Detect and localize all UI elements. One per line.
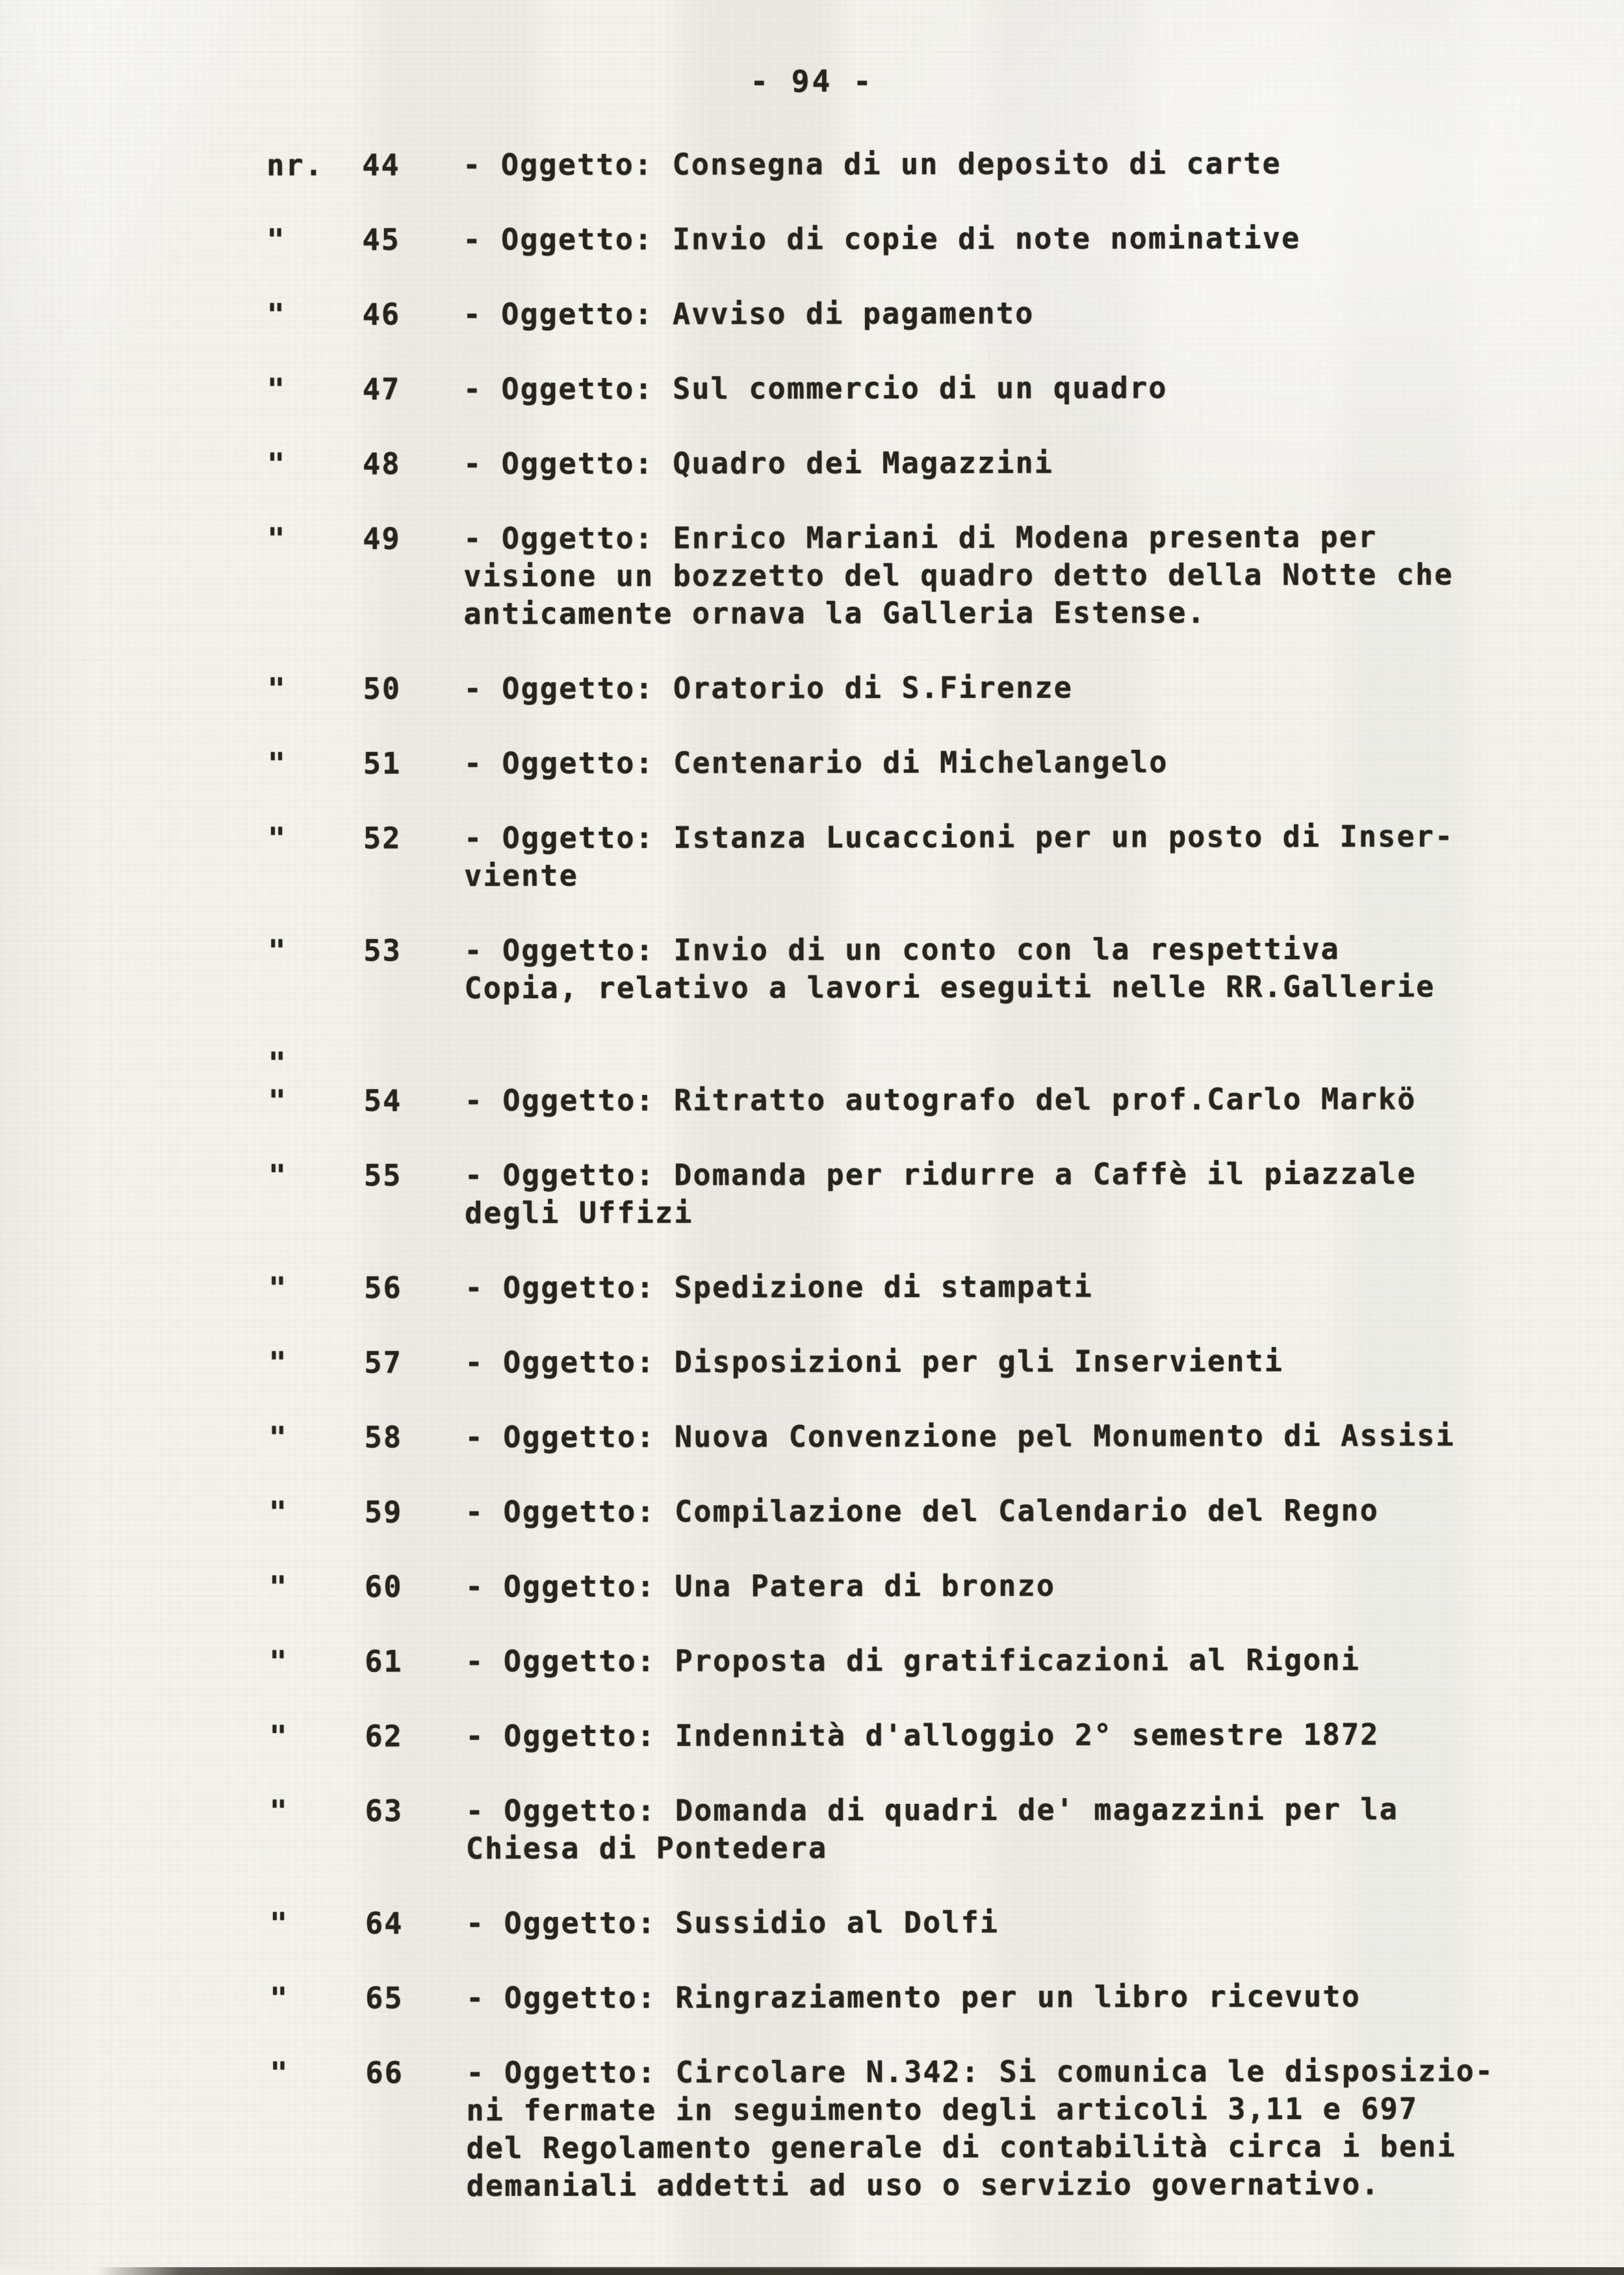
- item-number: 50: [363, 671, 402, 706]
- item-marker: ": [268, 1083, 288, 1118]
- item-line: - Oggetto: Nuova Convenzione pel Monumento di Assisi: [465, 1418, 1455, 1455]
- item-text: [463, 144, 1583, 184]
- item-line: - Oggetto: Spedizione di stampati: [465, 1269, 1093, 1305]
- item-line: Copia, relativo a lavori eseguiti nelle RR.Gallerie: [464, 969, 1436, 1006]
- item-line: - Oggetto: Consegna di un deposito di carte: [463, 146, 1282, 183]
- item-line: - Oggetto: Sul commercio di un quadro: [463, 370, 1168, 407]
- item-line: - Oggetto: Sussidio al Dolfi: [465, 1905, 999, 1941]
- list-item: [270, 1977, 1586, 2018]
- item-line: anticamente ornava la Galleria Estense.: [463, 595, 1206, 632]
- item-line: ni fermate in seguimento degli articoli 3,11 e 697: [466, 2091, 1419, 2128]
- item-text: [466, 1977, 1586, 2017]
- item-number: 62: [365, 1719, 404, 1754]
- item-line: - Oggetto: Centenario di Michelangelo: [463, 745, 1168, 781]
- item-number: 48: [362, 446, 401, 482]
- item-marker: ": [266, 222, 286, 257]
- list-item: [268, 817, 1584, 895]
- item-text: [465, 1566, 1586, 1606]
- item-text: [465, 1267, 1585, 1307]
- item-number: 65: [365, 1981, 404, 2016]
- item-marker: ": [266, 372, 287, 407]
- item-marker: ": [266, 297, 286, 332]
- list-item: [269, 1566, 1586, 1606]
- item-line: - Oggetto: Una Patera di bronzo: [465, 1568, 1056, 1604]
- scan-bottom-edge: [0, 2267, 1624, 2275]
- item-marker: ": [268, 1158, 288, 1193]
- item-line: - Oggetto: Avviso di pagamento: [463, 296, 1035, 332]
- item-text: [463, 368, 1584, 408]
- item-line: - Oggetto: Invio di un conto con la respettiva: [464, 931, 1340, 968]
- item-line: - Oggetto: Circolare N.342: Si comunica le disposizio-: [466, 2053, 1495, 2090]
- item-marker: ": [267, 821, 287, 856]
- list-item: [269, 1417, 1586, 1457]
- list-item: [267, 518, 1584, 634]
- item-line: - Oggetto: Quadro dei Magazzini: [463, 445, 1054, 482]
- item-number: 51: [363, 746, 402, 781]
- list-item: [269, 1641, 1586, 1681]
- item-number: 44: [362, 148, 400, 183]
- item-line: - Oggetto: Compilazione del Calendario del Regno: [465, 1493, 1379, 1530]
- list-item: [268, 1342, 1585, 1382]
- item-marker: ": [268, 1495, 289, 1530]
- list-item: [267, 294, 1584, 334]
- item-text: [465, 1716, 1586, 1755]
- item-text: [464, 930, 1584, 1007]
- item-line: degli Uffizi: [465, 1195, 693, 1231]
- item-marker: ": [268, 1046, 287, 1081]
- item-number: 52: [363, 821, 402, 856]
- item-number: 59: [364, 1495, 403, 1530]
- item-text: [466, 2052, 1586, 2205]
- item-marker: nr.: [266, 148, 324, 183]
- item-line: - Oggetto: Oratorio di S.Firenze: [463, 670, 1074, 706]
- item-text: [465, 1641, 1586, 1680]
- item-number: 66: [365, 2055, 404, 2090]
- item-marker: ": [269, 1793, 289, 1829]
- item-line: - Oggetto: Ringraziamento per un libro ricevuto: [466, 1979, 1361, 2016]
- item-line: del Regolamento generale di contabilità circa i beni: [466, 2129, 1456, 2166]
- list-item: [268, 1155, 1585, 1233]
- item-marker: ": [268, 933, 287, 968]
- item-text: [465, 1417, 1586, 1456]
- item-line: viente: [464, 858, 578, 893]
- item-number: 53: [363, 933, 402, 968]
- item-number: 46: [362, 297, 401, 332]
- item-number: 63: [365, 1793, 404, 1829]
- item-line: - Oggetto: Istanza Lucaccioni per un posto di Inser-: [463, 819, 1454, 856]
- item-number: 58: [364, 1420, 403, 1455]
- list-item: [270, 1790, 1586, 1868]
- list-item: [268, 1080, 1585, 1120]
- item-text: [465, 1155, 1585, 1232]
- item-number: 60: [365, 1569, 403, 1604]
- item-number: 47: [362, 372, 401, 407]
- list-item: [270, 1903, 1586, 1943]
- item-number: 55: [363, 1158, 402, 1193]
- item-line: - Oggetto: Indennità d'alloggio 2° semestre 1872: [465, 1717, 1380, 1754]
- item-marker: ": [270, 1981, 289, 2016]
- item-marker: ": [269, 1569, 289, 1604]
- list-item: [268, 1042, 1585, 1083]
- item-marker: ": [268, 1345, 288, 1380]
- item-text: [463, 219, 1583, 259]
- list-item: [267, 443, 1584, 483]
- item-number: 61: [365, 1644, 403, 1679]
- item-marker: ": [269, 1644, 289, 1679]
- item-marker: ": [269, 1719, 289, 1754]
- item-marker: ": [268, 1270, 288, 1305]
- item-line: - Oggetto: Invio di copie di note nominative: [463, 220, 1301, 257]
- item-line: visione un bozzetto del quadro detto della Notte che: [463, 557, 1454, 594]
- item-number: 54: [363, 1083, 402, 1118]
- item-line: Chiesa di Pontedera: [465, 1831, 828, 1866]
- list-item: [269, 1716, 1586, 1756]
- item-number: 49: [363, 521, 401, 556]
- item-line: - Oggetto: Ritratto autografo del prof.Carlo Markö: [464, 1081, 1417, 1118]
- item-line: demaniali addetti ad uso o servizio governativo.: [466, 2166, 1380, 2204]
- list-item: [268, 668, 1584, 708]
- item-line: - Oggetto: Domanda di quadri de' magazzini per la: [465, 1792, 1399, 1829]
- item-marker: ": [266, 446, 287, 482]
- list-item: [270, 2052, 1586, 2205]
- item-line: - Oggetto: Domanda per ridurre a Caffè il piazzale: [464, 1156, 1417, 1193]
- list-item: [266, 219, 1583, 259]
- item-text: [465, 1491, 1586, 1531]
- item-text: [463, 518, 1584, 633]
- item-text: [463, 443, 1584, 483]
- item-marker: ": [267, 521, 287, 556]
- scan-corner-notch: [0, 2266, 97, 2275]
- item-text: [465, 1080, 1585, 1120]
- item-text: [464, 817, 1584, 895]
- item-line: - Oggetto: Proposta di gratificazioni al Rigoni: [465, 1642, 1361, 1679]
- list-item: [269, 1491, 1586, 1532]
- item-number: 57: [364, 1345, 403, 1380]
- list-item: [266, 144, 1583, 185]
- item-number: 45: [362, 222, 401, 257]
- item-marker: ": [268, 1420, 288, 1455]
- item-text: [464, 743, 1584, 782]
- item-text: [465, 1342, 1585, 1382]
- item-text: [465, 1042, 1585, 1044]
- item-line: - Oggetto: Disposizioni per gli Inservienti: [465, 1344, 1284, 1380]
- item-marker: ": [269, 1906, 289, 1941]
- list-item: [267, 368, 1584, 409]
- list-item: [268, 1267, 1585, 1307]
- list-item: [268, 930, 1584, 1008]
- register-item-list: [266, 144, 1587, 2243]
- item-text: [466, 1790, 1586, 1868]
- list-item: [268, 743, 1584, 783]
- item-line: - Oggetto: Enrico Mariani di Modena presenta per: [463, 519, 1378, 556]
- item-text: [463, 294, 1584, 333]
- item-text: [464, 668, 1584, 708]
- item-marker: ": [267, 671, 287, 706]
- item-text: [466, 1903, 1586, 1942]
- item-marker: ": [267, 746, 287, 781]
- item-number: 64: [365, 1906, 404, 1941]
- item-number: 56: [364, 1270, 402, 1305]
- item-marker: ": [270, 2055, 289, 2090]
- page-number: - 94 -: [750, 64, 874, 99]
